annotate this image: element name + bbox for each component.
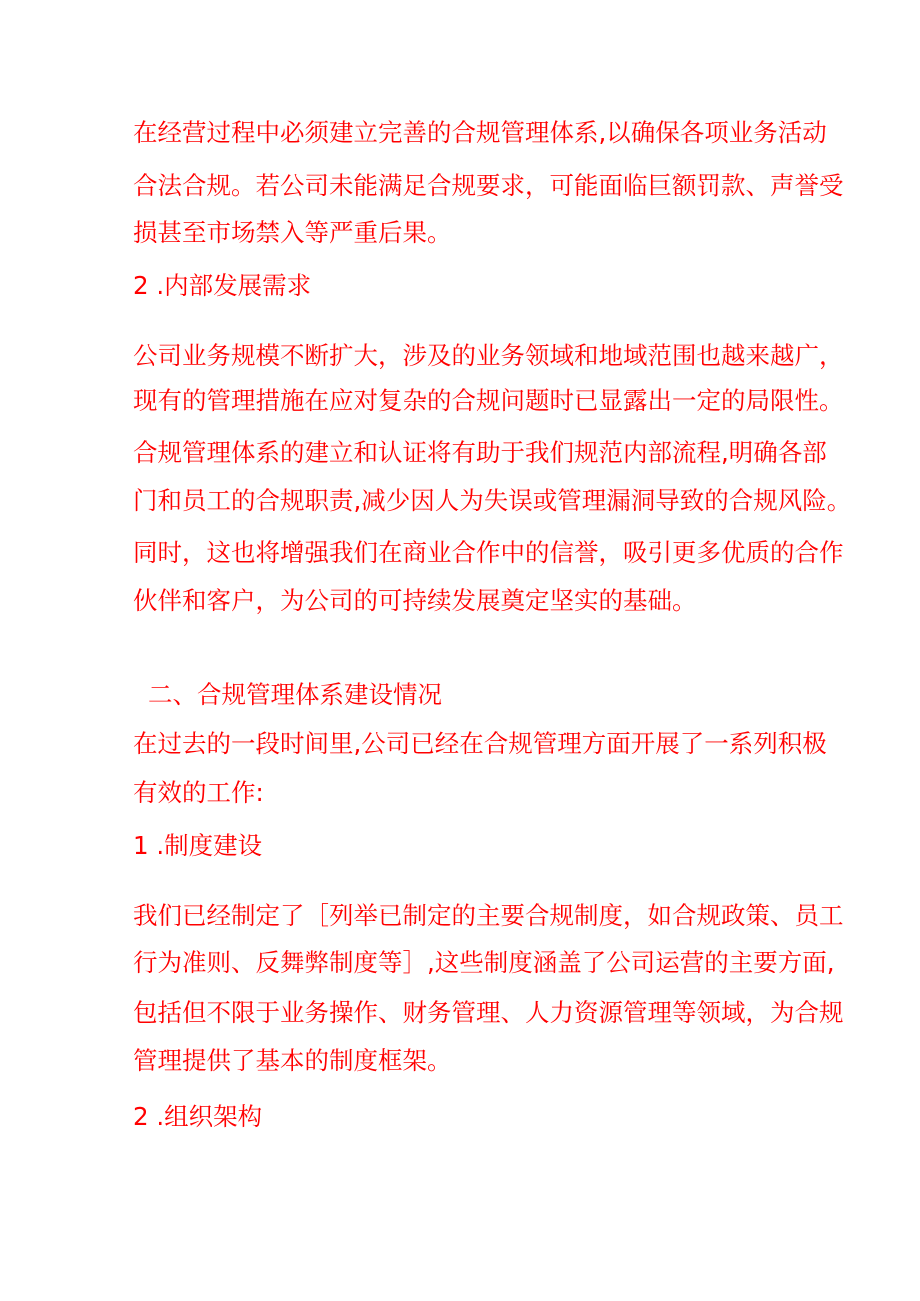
paragraph-line: 在经营过程中必须建立完善的合规管理体系,以确保各项业务活动 bbox=[133, 118, 827, 147]
heading-organization: 2 .组织架构 bbox=[133, 1102, 263, 1131]
paragraph-line: 在过去的一段时间里,公司已经在合规管理方面开展了一系列积极 bbox=[133, 729, 827, 758]
paragraph-line: 伙伴和客户，为公司的可持续发展奠定坚实的基础。 bbox=[133, 586, 697, 615]
heading-internal-development: 2 .内部发展需求 bbox=[133, 271, 312, 300]
paragraph-line: 我们已经制定了［列举已制定的主要合规制度，如合规政策、员工 bbox=[133, 901, 844, 930]
paragraph-line: 管理提供了基本的制度框架。 bbox=[133, 1046, 452, 1075]
paragraph-line: 包括但不限于业务操作、财务管理、人力资源管理等领域，为合规 bbox=[133, 998, 844, 1027]
paragraph-line: 合规管理体系的建立和认证将有助于我们规范内部流程,明确各部 bbox=[133, 438, 827, 467]
paragraph-line: 门和员工的合规职责,减少因人为失误或管理漏洞导致的合规风险。 bbox=[133, 486, 852, 515]
paragraph-line: 损甚至市场禁入等严重后果。 bbox=[133, 218, 452, 247]
section-title: 二、合规管理体系建设情况 bbox=[148, 680, 442, 709]
paragraph-line: 合法合规。若公司未能满足合规要求，可能面临巨额罚款、声誉受 bbox=[133, 171, 844, 200]
paragraph-line: 公司业务规模不断扩大，涉及的业务领域和地域范围也越来越广， bbox=[133, 341, 844, 370]
paragraph-line: 行为准则、反舞弊制度等］,这些制度涵盖了公司运营的主要方面, bbox=[133, 948, 835, 977]
paragraph-line: 有效的工作: bbox=[133, 778, 264, 807]
paragraph-line: 同时，这也将增强我们在商业合作中的信誉，吸引更多优质的合作 bbox=[133, 538, 844, 567]
heading-system-construction: 1 .制度建设 bbox=[133, 831, 263, 860]
paragraph-line: 现有的管理措施在应对复杂的合规问题时已显露出一定的局限性。 bbox=[133, 386, 844, 415]
